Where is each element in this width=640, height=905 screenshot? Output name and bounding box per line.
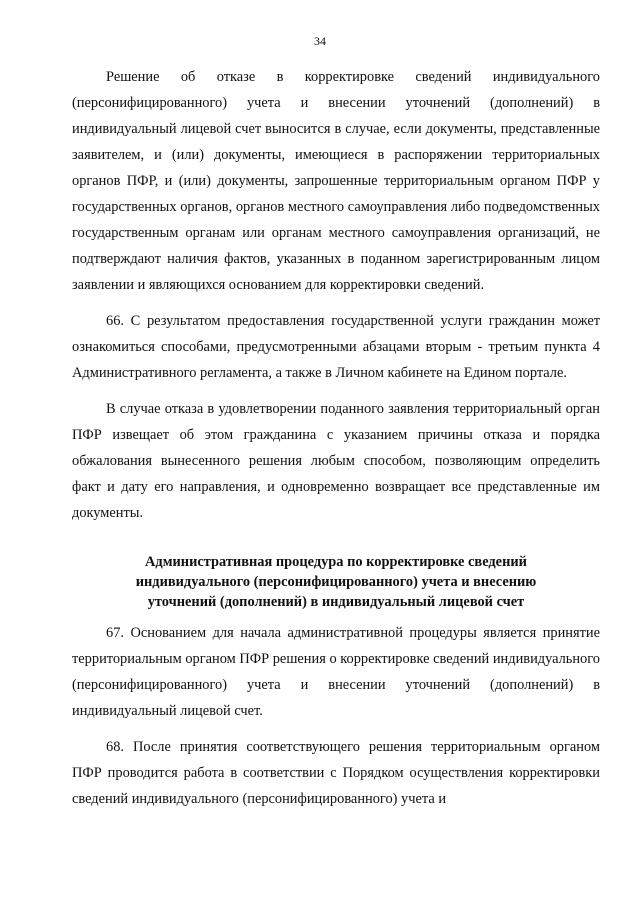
page-number: 34: [314, 34, 326, 48]
section-heading: [72, 552, 600, 612]
paragraph-refusal-notice: В случае отказа в удовлетворении поданного заявления территориальный орган ПФР извещает об этом гражданина с указанием причины отказа и порядка обжалования вынесенного решения любым способом, позволяющим определить факт и дату его направления, и одновременно возвращает все представленные им документы.: [72, 401, 600, 521]
section-heading-line-1: Административная процедура по корректировке сведений: [145, 554, 527, 570]
paragraph-67: 67. Основанием для начала административной процедуры является принятие территориальным органом ПФР решения о корректировке сведений индивидуального (персонифицированного) учета и внесении уточнений (дополнений) в индивидуальный лицевой счет.: [72, 625, 600, 719]
section-heading-line-3: уточнений (дополнений) в индивидуальный лицевой счет: [147, 594, 525, 610]
paragraph-68: 68. После принятия соответствующего решения территориальным органом ПФР проводится работа в соответствии с Порядком осуществления корректировки сведений индивидуального (персонифицированного) учета и: [72, 739, 600, 807]
paragraph-66: 66. С результатом предоставления государственной услуги гражданин может ознакомиться способами, предусмотренными абзацами вторым - третьим пункта 4 Административного регламента, а также в Личном кабинете на Едином портале.: [72, 313, 600, 381]
page-content: [72, 64, 600, 812]
paragraph-refusal-decision: Решение об отказе в корректировке сведений индивидуального (персонифицированного) учета и внесении уточнений (дополнений) в индивидуальный лицевой счет выносится в случае, если документы, представленные заявителем, и (или) документы, имеющиеся в распоряжении территориальных органов ПФР, и (или) документы, запрошенные территориальным органом ПФР у государственных органов, органов местного самоуправления либо подведомственных государственным органам или органам местного самоуправления организаций, не подтверждают наличия фактов, указанных в поданном зарегистрированным лицом заявлении и являющихся основанием для корректировки сведений.: [72, 69, 600, 293]
section-heading-line-2: индивидуального (персонифицированного) учета и внесению: [135, 574, 537, 590]
